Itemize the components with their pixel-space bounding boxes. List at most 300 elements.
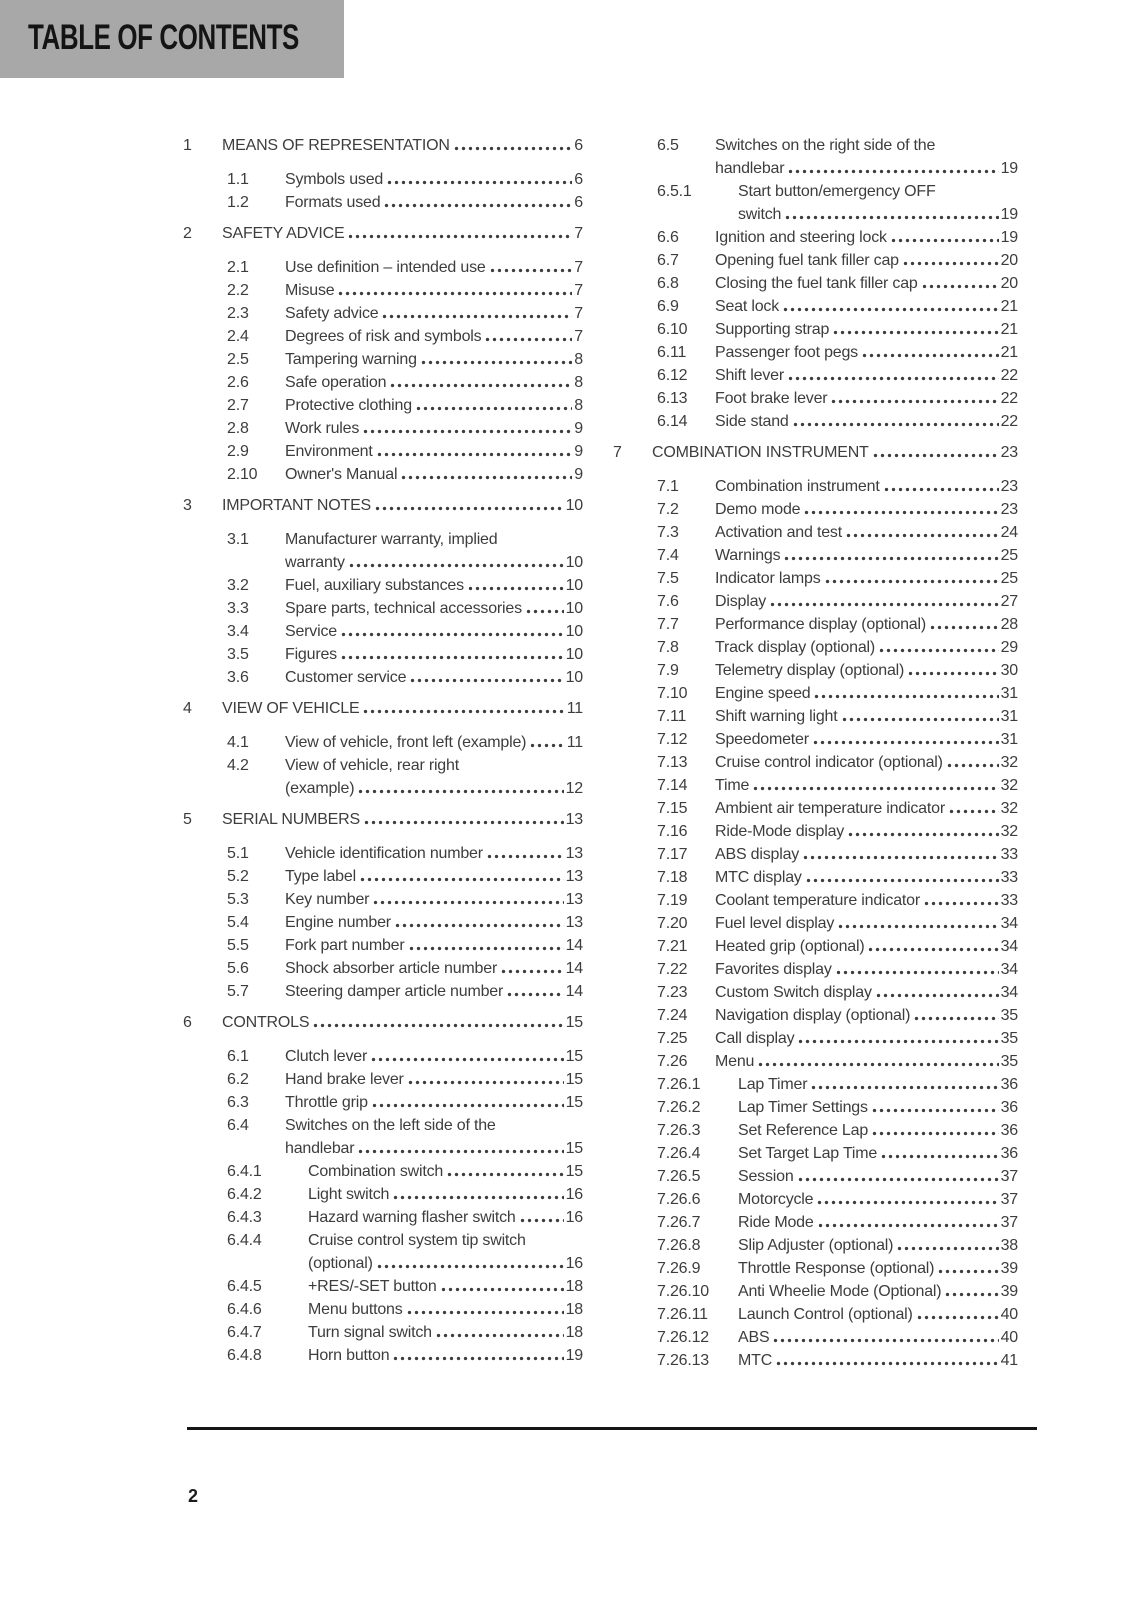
dot-leader <box>814 682 998 705</box>
toc-entry-body <box>715 912 1018 935</box>
toc-entry-number: 6.3 <box>227 1094 249 1111</box>
toc-entry-row <box>227 1114 583 1160</box>
toc-entry-page: 13 <box>565 891 583 908</box>
dot-leader <box>401 463 572 486</box>
dot-leader <box>371 1045 564 1068</box>
toc-entry-row <box>227 1206 583 1229</box>
toc-entry-body <box>715 272 1018 295</box>
toc-entry-lastline <box>715 1004 1018 1027</box>
dot-leader <box>338 279 572 302</box>
toc-entry-body <box>285 279 583 302</box>
toc-entry-body <box>715 682 1018 705</box>
toc-entry-number: 2.9 <box>227 443 249 460</box>
toc-entry-row <box>657 1188 1018 1211</box>
toc-entry-page: 20 <box>1000 275 1018 292</box>
dot-leader <box>410 666 563 689</box>
toc-entry-number: 4 <box>183 700 192 717</box>
toc-entry-row <box>227 754 583 800</box>
toc-entry-row <box>657 682 1018 705</box>
toc-entry-number: 7.9 <box>657 662 679 679</box>
toc-entry-body <box>285 865 583 888</box>
dot-leader <box>788 157 998 180</box>
toc-entry-number: 5.2 <box>227 868 249 885</box>
toc-entry-title: Protective clothing <box>285 397 412 414</box>
toc-entry-lastline <box>738 1073 1018 1096</box>
toc-entry-body <box>285 168 583 191</box>
toc-entry-lastline <box>285 1137 583 1160</box>
toc-entry-lastline <box>285 777 583 800</box>
toc-entry-body <box>285 754 583 800</box>
toc-entry-page: 14 <box>565 937 583 954</box>
toc-entry-page: 34 <box>1000 915 1018 932</box>
dot-leader <box>884 475 999 498</box>
toc-entry-number: 6.10 <box>657 321 688 338</box>
toc-entry-page: 22 <box>1000 413 1018 430</box>
dot-leader <box>848 820 998 843</box>
toc-entry-number: 7.26.12 <box>657 1329 709 1346</box>
toc-entry-number: 7.26.3 <box>657 1122 701 1139</box>
toc-entry-lastline <box>715 636 1018 659</box>
toc-entry-lastline <box>715 410 1018 433</box>
toc-entry-number: 7.24 <box>657 1007 688 1024</box>
toc-entry-page: 19 <box>1000 160 1018 177</box>
toc-entry-lastline <box>285 1068 583 1091</box>
toc-entry-lastline <box>738 1096 1018 1119</box>
toc-entry-number: 7.26.8 <box>657 1237 701 1254</box>
toc-entry-row <box>227 528 583 574</box>
toc-entry-page: 12 <box>565 780 583 797</box>
toc-entry-title-line: Switches on the left side of the <box>285 1117 496 1134</box>
toc-entry-number: 6.14 <box>657 413 688 430</box>
toc-entry-page: 9 <box>574 466 583 483</box>
dot-leader <box>526 597 564 620</box>
toc-entry-body <box>285 934 583 957</box>
toc-entry-title: switch <box>738 206 782 223</box>
toc-section-row <box>183 222 583 245</box>
toc-entry-number: 7.26.11 <box>657 1306 708 1323</box>
toc-entry-lastline <box>715 728 1018 751</box>
toc-entry-page: 37 <box>1000 1191 1018 1208</box>
toc-entry-title: Hand brake lever <box>285 1071 404 1088</box>
toc-entry-row <box>657 318 1018 341</box>
toc-entry-row <box>227 842 583 865</box>
toc-entry-page: 7 <box>574 225 583 242</box>
toc-entry-row <box>227 980 583 1003</box>
dot-leader <box>838 912 998 935</box>
toc-entry-body <box>285 957 583 980</box>
toc-entry-page: 14 <box>565 983 583 1000</box>
toc-entry-row <box>227 440 583 463</box>
toc-entry-page: 31 <box>1000 685 1018 702</box>
dot-leader <box>833 318 998 341</box>
page-header <box>0 0 344 78</box>
toc-entry-row <box>657 226 1018 249</box>
toc-entry-title: Custom Switch display <box>715 984 872 1001</box>
toc-entry-number: 1.2 <box>227 194 249 211</box>
toc-entry-lastline <box>285 325 583 348</box>
dot-leader <box>776 1349 999 1372</box>
toc-entry-lastline <box>738 1234 1018 1257</box>
toc-entry-row <box>657 1326 1018 1349</box>
toc-entry-title: COMBINATION INSTRUMENT <box>652 444 869 461</box>
toc-entry-title: Clutch lever <box>285 1048 368 1065</box>
toc-entry-row <box>227 348 583 371</box>
toc-entry-page: 13 <box>565 868 583 885</box>
toc-entry-title: MTC display <box>715 869 802 886</box>
toc-entry-row <box>657 1211 1018 1234</box>
toc-entry-body <box>715 613 1018 636</box>
toc-entry-body <box>715 1004 1018 1027</box>
dot-leader <box>447 1160 563 1183</box>
dot-leader <box>784 544 998 567</box>
dot-leader <box>408 1068 564 1091</box>
toc-entry-page: 15 <box>565 1048 583 1065</box>
toc-entry-lastline <box>738 1257 1018 1280</box>
toc-entry-number: 7.2 <box>657 501 679 518</box>
dot-leader <box>407 1298 564 1321</box>
toc-entry-number: 3.6 <box>227 669 249 686</box>
toc-entry-title: Ride Mode <box>738 1214 814 1231</box>
toc-entry-row <box>227 1045 583 1068</box>
toc-entry-lastline <box>715 935 1018 958</box>
toc-entry-number: 6.6 <box>657 229 679 246</box>
toc-entry-lastline <box>285 574 583 597</box>
toc-entry-title: Fork part number <box>285 937 405 954</box>
toc-entry-title: Formats used <box>285 194 381 211</box>
toc-entry-page: 35 <box>1000 1053 1018 1070</box>
toc-entry-row <box>227 1275 583 1298</box>
toc-entry-page: 27 <box>1000 593 1018 610</box>
toc-entry-lastline <box>308 1160 583 1183</box>
toc-entry-lastline <box>715 521 1018 544</box>
dot-leader <box>783 295 999 318</box>
toc-entry-lastline <box>715 751 1018 774</box>
toc-entry-body <box>715 410 1018 433</box>
toc-entry-number: 3.5 <box>227 646 249 663</box>
toc-entry-title: Cruise control indicator (optional) <box>715 754 943 771</box>
toc-entry-title: Light switch <box>308 1186 390 1203</box>
toc-entry-lastline <box>715 226 1018 249</box>
toc-entry-body <box>222 697 583 720</box>
toc-entry-row <box>227 417 583 440</box>
toc-entry-row <box>227 302 583 325</box>
toc-entry-row <box>657 1165 1018 1188</box>
dot-leader <box>507 980 563 1003</box>
dot-leader <box>390 371 572 394</box>
toc-entry-lastline <box>715 249 1018 272</box>
toc-section-row <box>183 494 583 517</box>
toc-entry-title: Horn button <box>308 1347 390 1364</box>
toc-entry-row <box>657 364 1018 387</box>
toc-entry-body <box>715 728 1018 751</box>
toc-entry-body <box>222 1011 583 1034</box>
dot-leader <box>753 774 998 797</box>
toc-entry-title: (example) <box>285 780 355 797</box>
toc-entry-number: 6.8 <box>657 275 679 292</box>
toc-entry-title: Tampering warning <box>285 351 417 368</box>
toc-entry-lastline <box>285 191 583 214</box>
toc-entry-row <box>657 912 1018 935</box>
toc-entry-row <box>657 659 1018 682</box>
toc-entry-body <box>285 348 583 371</box>
toc-entry-page: 31 <box>1000 731 1018 748</box>
toc-entry-page: 33 <box>1000 846 1018 863</box>
toc-entry-lastline <box>715 1050 1018 1073</box>
toc-entry-title: ABS display <box>715 846 800 863</box>
toc-entry-body <box>738 1073 1018 1096</box>
toc-entry-row <box>657 1073 1018 1096</box>
toc-entry-body <box>715 341 1018 364</box>
toc-entry-page: 13 <box>565 811 583 828</box>
toc-entry-title: Heated grip (optional) <box>715 938 865 955</box>
dot-leader <box>842 705 999 728</box>
toc-entry-page: 23 <box>1000 478 1018 495</box>
toc-entry-row <box>227 256 583 279</box>
toc-entry-number: 7.1 <box>657 478 679 495</box>
toc-entry-row <box>657 958 1018 981</box>
toc-entry-row <box>657 1280 1018 1303</box>
toc-entry-row <box>657 1119 1018 1142</box>
toc-entry-body <box>715 295 1018 318</box>
toc-entry-row <box>227 1321 583 1344</box>
toc-entry-page: 7 <box>574 259 583 276</box>
toc-entry-row <box>657 1096 1018 1119</box>
toc-entry-lastline <box>308 1321 583 1344</box>
toc-entry-lastline <box>715 659 1018 682</box>
toc-entry-title: Degrees of risk and symbols <box>285 328 482 345</box>
toc-entry-page: 15 <box>565 1140 583 1157</box>
dot-leader <box>803 843 999 866</box>
toc-entry-body <box>738 1211 1018 1234</box>
toc-entry-page: 32 <box>1000 800 1018 817</box>
toc-entry-number: 3.3 <box>227 600 249 617</box>
toc-entry-number: 3.1 <box>227 531 249 548</box>
toc-entry-lastline <box>738 1211 1018 1234</box>
toc-entry-number: 6.9 <box>657 298 679 315</box>
toc-entry-title: Passenger foot pegs <box>715 344 858 361</box>
dot-leader <box>382 302 572 325</box>
toc-entry-row <box>657 590 1018 613</box>
dot-leader <box>930 613 999 636</box>
toc-entry-title: MTC <box>738 1352 773 1369</box>
dot-leader <box>363 697 564 720</box>
toc-entry-page: 33 <box>1000 869 1018 886</box>
toc-entry-page: 35 <box>1000 1030 1018 1047</box>
toc-entry-row <box>227 279 583 302</box>
toc-entry-title: Performance display (optional) <box>715 616 926 633</box>
toc-entry-number: 7.17 <box>657 846 688 863</box>
toc-entry-title: (optional) <box>308 1255 373 1272</box>
toc-entry-lastline <box>285 865 583 888</box>
toc-entry-body <box>738 1326 1018 1349</box>
toc-entry-number: 7.25 <box>657 1030 688 1047</box>
toc-entry-lastline <box>285 911 583 934</box>
toc-entry-lastline <box>285 666 583 689</box>
toc-entry-title: Call display <box>715 1030 795 1047</box>
toc-entry-body <box>715 866 1018 889</box>
toc-entry-lastline <box>285 731 583 754</box>
toc-entry-body <box>285 302 583 325</box>
toc-entry-page: 18 <box>565 1278 583 1295</box>
toc-entry-body <box>285 325 583 348</box>
toc-entry-title: SAFETY ADVICE <box>222 225 345 242</box>
toc-entry-page: 19 <box>1000 229 1018 246</box>
toc-entry-body <box>715 843 1018 866</box>
toc-section-row <box>183 134 583 157</box>
toc-entry-row <box>657 935 1018 958</box>
toc-entry-title: Time <box>715 777 750 794</box>
toc-entry-lastline <box>285 842 583 865</box>
toc-entry-row <box>227 1160 583 1183</box>
toc-entry-number: 7.26.2 <box>657 1099 701 1116</box>
toc-entry-number: 7.3 <box>657 524 679 541</box>
toc-entry-page: 14 <box>565 960 583 977</box>
toc-entry-page: 10 <box>565 554 583 571</box>
toc-entry-number: 7.16 <box>657 823 688 840</box>
dot-leader <box>313 1011 563 1034</box>
dot-leader <box>530 731 564 754</box>
dot-leader <box>873 441 999 464</box>
toc-entry-lastline <box>308 1298 583 1321</box>
toc-entry-title: Session <box>738 1168 794 1185</box>
toc-entry-row <box>657 1050 1018 1073</box>
toc-entry-lastline <box>308 1252 583 1275</box>
toc-entry-row <box>657 889 1018 912</box>
toc-entry-body <box>715 498 1018 521</box>
toc-entry-row <box>227 666 583 689</box>
dot-leader <box>358 1137 563 1160</box>
toc-entry-row <box>657 1142 1018 1165</box>
dot-leader <box>949 797 999 820</box>
toc-entry-number: 6.5.1 <box>657 183 692 200</box>
toc-entry-row <box>227 325 583 348</box>
toc-entry-body <box>285 1114 583 1160</box>
toc-entry-title: Display <box>715 593 767 610</box>
toc-entry-page: 11 <box>566 700 583 717</box>
toc-entry-number: 7.26.7 <box>657 1214 701 1231</box>
toc-entry-page: 19 <box>565 1347 583 1364</box>
dot-leader <box>897 1234 998 1257</box>
toc-entry-number: 7.14 <box>657 777 688 794</box>
toc-entry-title: VIEW OF VEHICLE <box>222 700 360 717</box>
toc-entry-lastline <box>715 705 1018 728</box>
toc-entry-number: 3 <box>183 497 192 514</box>
toc-entry-number: 5.5 <box>227 937 249 954</box>
toc-column-left <box>183 126 583 1367</box>
toc-entry-title: Turn signal switch <box>308 1324 432 1341</box>
dot-leader <box>836 958 999 981</box>
toc-entry-page: 10 <box>565 577 583 594</box>
toc-entry-title: Figures <box>285 646 337 663</box>
toc-entry-title-line: Start button/emergency OFF <box>738 183 936 200</box>
toc-entry-number: 7.5 <box>657 570 679 587</box>
dot-leader <box>868 935 998 958</box>
dot-leader <box>363 417 572 440</box>
dot-leader <box>384 191 572 214</box>
toc-entry-body <box>222 134 583 157</box>
dot-leader <box>891 226 999 249</box>
dot-leader <box>758 1050 998 1073</box>
toc-entry-page: 30 <box>1000 662 1018 679</box>
toc-entry-row <box>227 394 583 417</box>
dot-leader <box>938 1257 998 1280</box>
toc-entry-body <box>715 820 1018 843</box>
toc-entry-body <box>715 751 1018 774</box>
toc-entry-lastline <box>222 697 583 720</box>
toc-entry-title: Anti Wheelie Mode (Optional) <box>738 1283 942 1300</box>
toc-entry-title: Slip Adjuster (optional) <box>738 1237 894 1254</box>
toc-entry-row <box>657 521 1018 544</box>
toc-entry-lastline <box>738 1165 1018 1188</box>
toc-entry-title: Closing the fuel tank filler cap <box>715 275 918 292</box>
dot-leader <box>806 866 999 889</box>
dot-leader <box>341 643 564 666</box>
toc-entry-page: 23 <box>1000 501 1018 518</box>
toc-entry-page: 15 <box>565 1094 583 1111</box>
toc-entry-page: 8 <box>574 397 583 414</box>
toc-entry-body <box>308 1229 583 1275</box>
toc-entry-page: 31 <box>1000 708 1018 725</box>
dot-leader <box>785 203 998 226</box>
toc-entry-row <box>657 134 1018 180</box>
toc-entry-number: 7.10 <box>657 685 688 702</box>
toc-entry-body <box>285 666 583 689</box>
toc-entry-body <box>308 1344 583 1367</box>
toc-entry-title: Foot brake lever <box>715 390 828 407</box>
toc-entry-body <box>715 1027 1018 1050</box>
toc-entry-number: 6.13 <box>657 390 688 407</box>
toc-entry-number: 7.26.4 <box>657 1145 701 1162</box>
dot-leader <box>372 1091 564 1114</box>
dot-leader <box>947 751 999 774</box>
toc-entry-title: View of vehicle, front left (example) <box>285 734 527 751</box>
toc-entry-body <box>715 521 1018 544</box>
toc-entry-title: Menu <box>715 1053 755 1070</box>
dot-leader <box>876 981 999 1004</box>
toc-entry-page: 15 <box>565 1163 583 1180</box>
toc-entry-row <box>657 567 1018 590</box>
toc-entry-title: Throttle Response (optional) <box>738 1260 935 1277</box>
toc-column-right <box>613 134 1018 1372</box>
toc-entry-body <box>285 842 583 865</box>
toc-entry-title: Telemetry display (optional) <box>715 662 905 679</box>
toc-entry-title-line: Manufacturer warranty, implied <box>285 531 498 548</box>
toc-entry-row <box>657 180 1018 226</box>
toc-entry-lastline <box>285 394 583 417</box>
toc-entry-page: 8 <box>574 351 583 368</box>
dot-leader <box>501 957 564 980</box>
dot-leader <box>917 1303 999 1326</box>
toc-entry-title: Hazard warning flasher switch <box>308 1209 516 1226</box>
toc-entry-lastline <box>715 912 1018 935</box>
toc-entry-lastline <box>715 1027 1018 1050</box>
toc-entry-page: 16 <box>565 1186 583 1203</box>
toc-entry-number: 7.12 <box>657 731 688 748</box>
toc-entry-lastline <box>285 934 583 957</box>
toc-entry-page: 32 <box>1000 777 1018 794</box>
toc-entry-body <box>285 597 583 620</box>
toc-entry-lastline <box>308 1183 583 1206</box>
toc-entry-number: 5 <box>183 811 192 828</box>
toc-entry-body <box>715 318 1018 341</box>
toc-entry-title: Fuel, auxiliary substances <box>285 577 464 594</box>
toc-entry-page: 36 <box>1000 1076 1018 1093</box>
toc-entry-body <box>738 1280 1018 1303</box>
toc-entry-body <box>715 705 1018 728</box>
toc-entry-lastline <box>715 820 1018 843</box>
toc-entry-body <box>715 1050 1018 1073</box>
toc-entry-body <box>738 1257 1018 1280</box>
